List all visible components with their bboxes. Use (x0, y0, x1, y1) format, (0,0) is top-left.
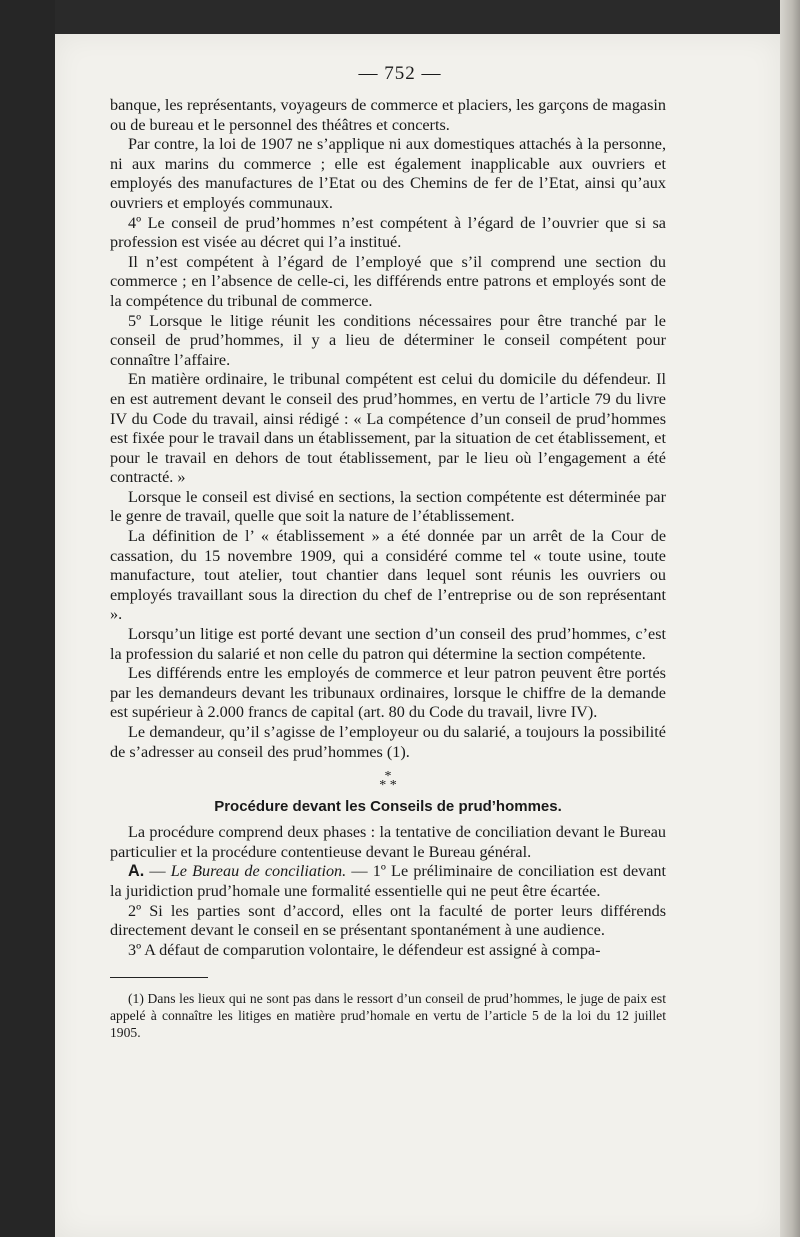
section-separator-stars: * * * (379, 769, 397, 794)
section-letter: A. (128, 862, 145, 881)
section-title: Procédure devant les Conseils de prud’hommes. (214, 798, 562, 816)
paragraph: Lorsqu’un litige est porté devant une section d’un conseil des prud’hommes, c’est la profession du salarié et non celle du patron qui détermine la section compétente. (110, 625, 666, 663)
page-edge (780, 0, 800, 1237)
dash: — (144, 862, 171, 881)
paragraph: La procédure comprend deux phases : la tentative de conciliation devant le Bureau particulier et la procédure contentieuse devant le Bureau général. (110, 823, 666, 861)
scan-dark-margin (0, 0, 55, 1237)
paragraph-a-text: — 1º Le préliminaire de conciliation est devant la juridiction prud’homale une formalité essentielle qui ne peut être écartée. (110, 862, 666, 900)
paragraph: Il n’est compétent à l’égard de l’employé que s’il comprend une section du commerce ; en l’absence de celle-ci, les différends entre patrons et employés sont de la compétence du tribunal de commerce. (110, 252, 666, 310)
paragraph: Par contre, la loi de 1907 ne s’applique ni aux domestiques attachés à la personne, ni aux marins du commerce ; elle est également inapplicable aux ouvriers et employés des manufactures de l’Etat ou des Chemins de fer de l’Etat, ainsi qu’aux ouvriers et employés communaux. (110, 135, 666, 212)
paragraph: Le demandeur, qu’il s’agisse de l’employeur ou du salarié, a toujours la possibilité de s’adresser au conseil des prud’hommes (1). (110, 723, 666, 761)
paragraph: Les différends entre les employés de commerce et leur patron peuvent être portés par les demandeurs devant les tribunaux ordinaires, lorsque le chiffre de la demande est supérieur à 2.000 francs de capital (art. 80 du Code du travail, livre IV). (110, 664, 666, 722)
paragraph: Lorsque le conseil est divisé en sections, la section compétente est déterminée par le genre de travail, quelle que soit la nature de l’établissement. (110, 487, 666, 526)
paragraph: banque, les représentants, voyageurs de commerce et placiers, les garçons de magasin ou de bureau et le personnel des théâtres et concerts. (110, 96, 666, 134)
paragraph: La définition de l’ « établissement » a été donnée par un arrêt de la Cour de cassation, du 15 novembre 1909, qui a considéré comme tel « toute usine, toute manufacture, tout atelier, tout chantier dans lequel sont réunis les ouvriers ou employés travaillant sous la direction du chef de l’entreprise ou de son représentant ». (110, 527, 666, 624)
paragraph-a (110, 862, 666, 901)
paragraph: 5º Lorsque le litige réunit les conditions nécessaires pour être tranché par le conseil de prud’hommes, il y a lieu de déterminer le conseil compétent pour connaître l’affaire. (110, 311, 666, 369)
body-text (110, 96, 666, 1041)
paragraph: 3º A défaut de comparution volontaire, le défendeur est assigné à compa- (128, 940, 601, 959)
footnote: (1) Dans les lieux qui ne sont pas dans le ressort d’un conseil de prud’hommes, le juge de paix est appelé à connaître les litiges en matière prud’homale en vertu de l’article 5 de la loi du 12 juillet 1905. (110, 991, 666, 1041)
paragraph: 2º Si les parties sont d’accord, elles ont la faculté de porter leurs différends directement devant le conseil en se présentant spontanément à une audience. (110, 901, 666, 940)
subsection-title: Le Bureau de conciliation. (170, 862, 347, 881)
page-number: — 752 — (358, 63, 442, 84)
paragraph: En matière ordinaire, le tribunal compétent est celui du domicile du défendeur. Il en est autrement devant le conseil des prud’hommes, en vertu de l’article 79 du livre IV du Code du travail, ainsi rédigé : « La compétence d’un conseil de prud’hommes est fixée pour le travail dans un établissement, par la situation de cet établissement, et pour le travail en dehors de tout établissement, par le lieu où l’engagement a été contracté. » (110, 370, 666, 487)
paragraph: 4º Le conseil de prud’hommes n’est compétent à l’égard de l’ouvrier que si sa profession est visée au décret qui l’a institué. (110, 213, 666, 252)
footnote-rule (110, 977, 208, 978)
